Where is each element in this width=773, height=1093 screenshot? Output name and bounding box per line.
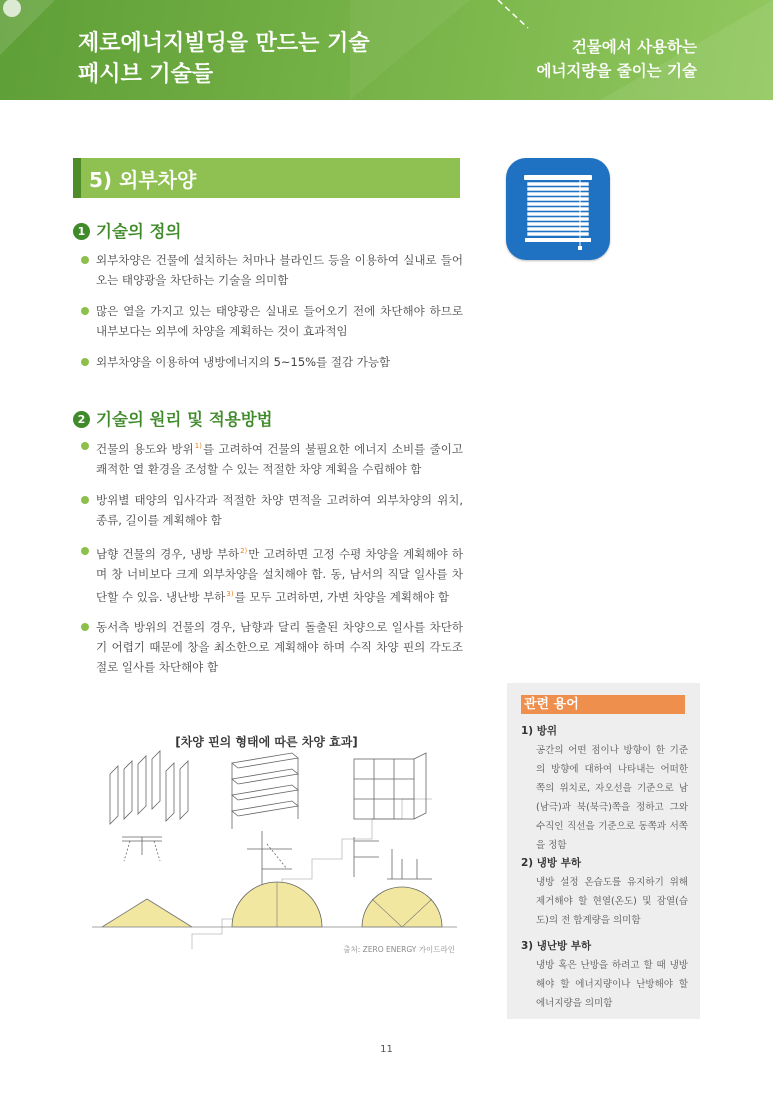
principle-heading xyxy=(73,406,273,430)
list-item: 외부차양을 이용하여 냉방에너지의 5~15%를 절감 가능함 xyxy=(80,352,463,372)
sun-angle-fans xyxy=(92,882,457,927)
header-banner xyxy=(0,0,773,100)
section-title: 5) 외부차양 xyxy=(89,168,197,192)
list-item: 많은 열을 가지고 있는 태양광은 실내로 들어오기 전에 차단해야 하므로 내부보다는 외부에 차양을 계획하는 것이 효과적임 xyxy=(80,301,463,341)
list-item: 방위별 태양의 입사각과 적절한 차양 면적을 고려하여 외부차양의 위치, 종류, 길이를 계획해야 함 xyxy=(80,490,463,530)
glossary-box xyxy=(507,683,700,1019)
list-item: 건물의 용도와 방위$^{1)}$를 고려하여 건물의 불필요한 에너지 소비를 줄이고 쾌적한 열 환경을 조성할 수 있는 적절한 차양 계획을 수립해야 함 xyxy=(80,436,463,479)
list-item: 외부차양은 건물에 설치하는 처마나 블라인드 등을 이용하여 실내로 들어오는 태양광을 차단하는 기술을 의미함 xyxy=(80,250,463,290)
chapter-subtitle: 건물에서 사용하는 에너지량을 줄이는 기술 xyxy=(536,38,697,80)
glossary-term-name: 2) 냉방 부하 xyxy=(521,857,581,869)
principle-heading-text: 기술의 원리 및 적용방법 xyxy=(96,410,273,429)
window-blind-icon xyxy=(506,158,610,260)
figure-title: [차양 핀의 형태에 따른 차양 효과] xyxy=(175,735,358,749)
definition-list xyxy=(80,250,463,372)
footnote-marker: 2) xyxy=(240,546,248,555)
page-title: 제로에너지빌딩을 만드는 기술 패시브 기술들 xyxy=(78,31,370,87)
glossary-term-definition: 냉방 혹은 난방을 하려고 할 때 냉방해야 할 에너지량이나 난방해야 할 에너지량을 의미함 xyxy=(536,960,688,1009)
glossary-term-definition: 냉방 설정 온습도를 유지하기 위해 제거해야 할 현열(온도) 및 잠열(습도)의 전 합계량을 의미함 xyxy=(536,877,688,926)
glossary-term-name: 1) 방위 xyxy=(521,725,558,737)
footnote-marker: 3) xyxy=(226,589,234,598)
heading-number-badge: 1 xyxy=(73,223,90,240)
footnote-marker: 1) xyxy=(194,442,202,450)
glossary-term-name: 3) 냉난방 부하 xyxy=(521,940,592,952)
heading-number-badge: 2 xyxy=(73,411,90,428)
glossary-term-definition: 공간의 어떤 점이나 방향이 한 기준의 방향에 대하여 나타내는 어떠한 쪽의 위치로, 자오선을 기준으로 남(남극)과 북(북극)쪽을 정하고 그와 수직인 직선을 기준으로 동쪽과 서쪽을 정함 xyxy=(536,745,688,851)
glossary-title: 관련 용어 xyxy=(521,695,685,714)
shading-fin-diagram xyxy=(92,749,457,954)
horizontal-louvers-illustration xyxy=(232,753,298,829)
section-title-bar xyxy=(73,158,460,198)
figure-source: 출처: ZERO ENERGY 가이드라인 xyxy=(343,945,455,954)
page-number: 11 xyxy=(380,1044,393,1055)
egg-crate-illustration xyxy=(354,753,426,819)
list-item: 남향 건물의 경우, 냉방 부하$^{2)}$만 고려하면 고정 수평 차양을 계획해야 하며 창 너비보다 크게 외부차양을 설치해야 함. 동, 남서의 직달 일사를 차단할 수 있음. 냉난방 부하$^{3)}$를 모두 고려하면, 가변 차양을 계획해야 함 xyxy=(80,541,463,607)
definition-heading-text: 기술의 정의 xyxy=(96,222,182,241)
definition-heading xyxy=(73,218,181,242)
vertical-fins-illustration xyxy=(110,751,188,824)
list-item: 동서측 방위의 건물의 경우, 남향과 달리 돌출된 차양으로 일사를 차단하기 어렵기 때문에 창을 최소한으로 계획해야 하며 수직 차양 핀의 각도조절로 일사를 차단해야 함 xyxy=(80,617,463,677)
principle-list xyxy=(80,436,463,677)
